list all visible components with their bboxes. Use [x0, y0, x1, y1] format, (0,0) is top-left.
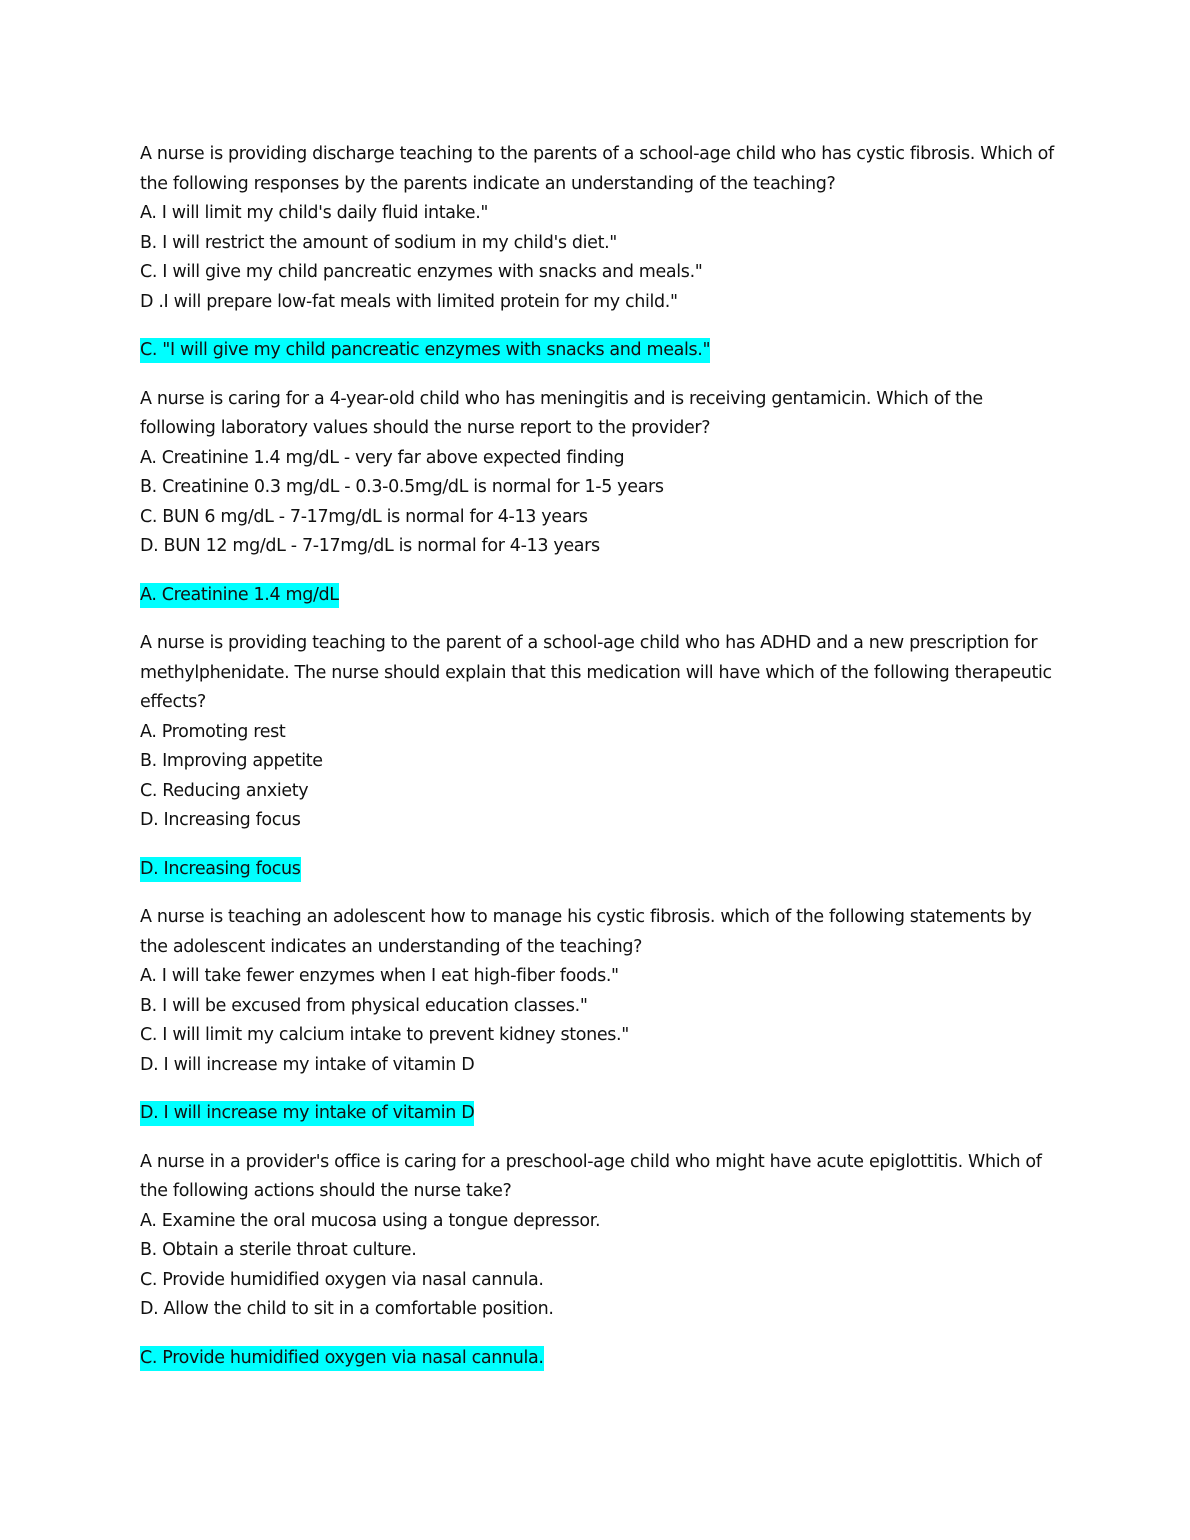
option-c: C. I will limit my calcium intake to prevent kidney stones."	[140, 1025, 629, 1045]
answer-row	[140, 1099, 1055, 1129]
highlighted-answer: C. Provide humidified oxygen via nasal cannula.	[140, 1346, 544, 1371]
highlighted-answer: C. "I will give my child pancreatic enzymes with snacks and meals."	[140, 338, 710, 363]
option-c: C. Provide humidified oxygen via nasal cannula.	[140, 1269, 544, 1290]
option-d: D. I will increase my intake of vitamin D	[140, 1054, 475, 1075]
option-a: A. I will take fewer enzymes when I eat high-fiber foods."	[140, 966, 619, 986]
highlighted-answer: A. Creatinine 1.4 mg/dL	[140, 583, 339, 608]
option-b: B. I will be excused from physical education classes."	[140, 995, 588, 1016]
option-d: D .I will prepare low-fat meals with limited protein for my child."	[140, 291, 678, 312]
option-b: B. I will restrict the amount of sodium in my child's diet."	[140, 232, 617, 253]
question-2	[140, 385, 1055, 611]
question-stem: A nurse is providing discharge teaching to the parents of a school-age child who has cystic fibrosis. Which of the following responses by the parents indicate an understanding of the teaching?	[140, 144, 1054, 194]
options-list	[140, 199, 1055, 317]
question-stem: A nurse is caring for a 4-year-old child who has meningitis and is receiving gentamicin. Which of the following laboratory values should the nurse report to the provider?	[140, 388, 983, 438]
highlighted-answer: D. Increasing focus	[140, 857, 301, 882]
question-1	[140, 140, 1055, 366]
option-a: A. Promoting rest	[140, 721, 286, 742]
answer-row	[140, 581, 1055, 611]
highlighted-answer: D. I will increase my intake of vitamin D	[140, 1101, 474, 1126]
options-list	[140, 1207, 1055, 1325]
answer-row	[140, 336, 1055, 366]
option-c: C. BUN 6 mg/dL - 7-17mg/dL is normal for 4-13 years	[140, 506, 588, 527]
option-a: A. Examine the oral mucosa using a tongue depressor.	[140, 1210, 601, 1231]
option-d: D. BUN 12 mg/dL - 7-17mg/dL is normal for 4-13 years	[140, 536, 600, 556]
option-c: C. I will give my child pancreatic enzymes with snacks and meals."	[140, 262, 703, 282]
options-list	[140, 444, 1055, 562]
option-a: A. Creatinine 1.4 mg/dL - very far above expected finding	[140, 447, 625, 468]
option-b: B. Creatinine 0.3 mg/dL - 0.3-0.5mg/dL is normal for 1-5 years	[140, 477, 664, 497]
question-5	[140, 1148, 1055, 1374]
options-list	[140, 962, 1055, 1080]
document-page	[140, 140, 1055, 1392]
question-stem: A nurse is providing teaching to the parent of a school-age child who has ADHD and a new prescription for methylphenidate. The nurse should explain that this medication will have which of the following therapeutic effects?	[140, 633, 1052, 712]
answer-row	[140, 855, 1055, 885]
question-stem: A nurse in a provider's office is caring for a preschool-age child who might have acute epiglottitis. Which of the following actions should the nurse take?	[140, 1151, 1042, 1201]
answer-row	[140, 1344, 1055, 1374]
question-stem: A nurse is teaching an adolescent how to manage his cystic fibrosis. which of the following statements by the adolescent indicates an understanding of the teaching?	[140, 907, 1032, 957]
option-c: C. Reducing anxiety	[140, 780, 309, 801]
options-list	[140, 718, 1055, 836]
option-a: A. I will limit my child's daily fluid intake."	[140, 203, 489, 223]
option-b: B. Improving appetite	[140, 751, 323, 771]
option-d: D. Allow the child to sit in a comfortable position.	[140, 1299, 554, 1319]
question-3	[140, 629, 1055, 884]
question-4	[140, 903, 1055, 1129]
option-b: B. Obtain a sterile throat culture.	[140, 1240, 417, 1260]
option-d: D. Increasing focus	[140, 810, 301, 830]
